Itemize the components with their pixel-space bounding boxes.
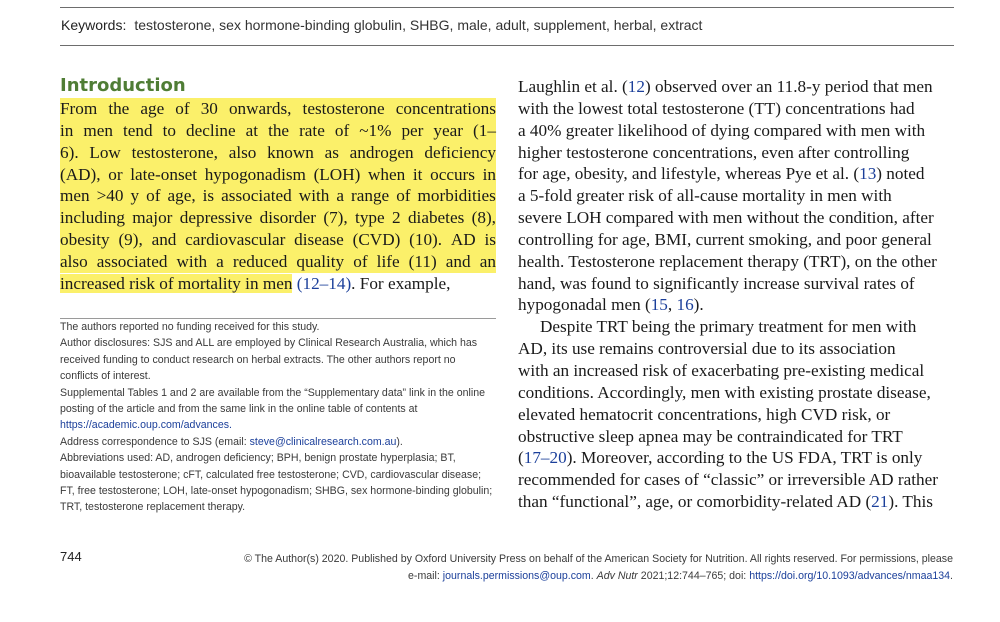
citation-link[interactable]: 13 (859, 164, 877, 184)
copyright-notice (244, 551, 953, 585)
text-line (60, 98, 496, 120)
word: an (479, 251, 496, 271)
citation-link[interactable]: 15 (650, 295, 668, 315)
text-line (60, 229, 496, 251)
word: of (396, 186, 411, 206)
word: (LOH) (313, 164, 361, 184)
text-line (60, 273, 496, 295)
line-text (518, 163, 925, 185)
word: testosterone, (131, 142, 218, 162)
text-span: Laughlin et al. ( (518, 77, 628, 96)
footnote-address-text: Address correspondence to SJS (email: (60, 435, 247, 448)
journal-name: Adv Nutr (596, 570, 638, 582)
word: tend (123, 120, 153, 140)
keywords-rule (60, 45, 954, 46)
word: men (83, 120, 113, 140)
text-line (60, 207, 496, 229)
supplemental-link[interactable]: https://academic.oup.com/advances. (60, 419, 232, 432)
word: or (108, 164, 123, 184)
word: associated (96, 251, 168, 271)
word: per (401, 120, 424, 140)
text-span: , (667, 295, 677, 315)
word: major (132, 208, 173, 228)
word: at (245, 120, 259, 140)
text-line: a 5-fold greater risk of all-cause mortality in men with (518, 186, 892, 206)
text-line: health. Testosterone replacement therapy (TRT), on the other (518, 251, 937, 271)
word: decline (186, 120, 236, 140)
word: ~1% (359, 120, 392, 140)
line-text (518, 491, 933, 513)
text-line: a 40% greater likelihood of dying compared with men with (518, 120, 926, 140)
word: testosterone (302, 99, 385, 118)
word: in (482, 164, 496, 184)
text-span: for age, obesity, and lifestyle, whereas Pye et al. ( (518, 164, 860, 184)
text-span: . For example, (351, 273, 451, 293)
footnotes (60, 318, 496, 516)
word: the (268, 120, 290, 140)
keywords-line (61, 17, 702, 33)
text-span: ) observed over an 11.8-y period that men (644, 77, 933, 96)
text-line: conditions. Accordingly, men with existing prostate disease, (518, 382, 931, 402)
text-line (518, 163, 954, 185)
permissions-email-link[interactable]: journals.permissions@oup.com (442, 570, 591, 582)
text-line (60, 142, 496, 164)
text-span: ). (693, 295, 704, 315)
text-line (518, 447, 954, 469)
word: deficiency (424, 142, 496, 162)
citation-info: 2021;12:744–765; doi: (640, 570, 747, 582)
word: (CVD) (352, 230, 401, 250)
word: as (324, 142, 339, 162)
word: disorder (259, 208, 316, 228)
text-line: with the lowest total testosterone (TT) concentrations had (518, 98, 915, 118)
keywords-text: testosterone, sex hormone-binding globulin, SHBG, male, adult, supplement, herbal, extract (134, 17, 703, 33)
text-line (60, 120, 496, 142)
right-column-text (518, 76, 954, 513)
footnote-supplemental (60, 385, 496, 434)
footnote-supplemental-text: Supplemental Tables 1 and 2 are available from the “Supplementary data” link in the online posting of the article and from the same link in the online table of contents at (60, 386, 485, 416)
word: cardiovascular (185, 230, 286, 250)
text-line: obstructive sleep apnea may be contraindicated for TRT (518, 426, 903, 446)
highlighted-text: increased risk of mortality in men (60, 273, 293, 293)
text-span: ) noted (876, 164, 925, 184)
text-line: elevated hematocrit concentrations, high CVD risk, or (518, 404, 891, 424)
word: (9), (118, 230, 143, 250)
word: reduced (232, 251, 288, 271)
word: age (140, 99, 165, 118)
word: late-onset (130, 164, 198, 184)
text-line: hand, was found to significantly increase survival rates of (518, 273, 915, 293)
citation-link[interactable]: 17–20 (523, 448, 567, 468)
word: onwards, (228, 99, 292, 118)
word: is (484, 230, 496, 250)
word: a (336, 186, 344, 206)
word: obesity (60, 230, 110, 250)
word: the (108, 99, 130, 118)
word: (11) (408, 251, 437, 271)
word: of (334, 120, 350, 140)
word: occurs (430, 164, 475, 184)
word: concentrations (395, 99, 496, 118)
line-text (60, 273, 450, 295)
page-number: 744 (60, 549, 82, 564)
copyright-line-2: e-mail: journals.permissions@oup.com. Adv Nutr 2021;12:744–765; doi: https://doi.org/10.1093/advances/nmaa134. (408, 570, 953, 582)
text-span: ( (518, 448, 524, 468)
text-line (518, 76, 954, 98)
citation-link[interactable]: 16 (676, 295, 694, 315)
footnote-funding: The authors reported no funding received for this study. (60, 321, 320, 333)
word: y (130, 186, 140, 206)
word: (1– (473, 120, 496, 140)
word: is (202, 186, 215, 206)
word: when (368, 164, 406, 184)
text-span: than “functional”, age, or comorbidity-related AD ( (518, 492, 872, 512)
text-span: hypogonadal men ( (518, 295, 651, 315)
word: >40 (96, 186, 124, 206)
doi-link[interactable]: https://doi.org/10.1093/advances/nmaa134 (749, 570, 951, 582)
text-line: recommended for cases of “classic” or irreversible AD rather (518, 470, 938, 490)
word: associated (221, 186, 292, 206)
citation-link[interactable]: 21 (871, 492, 889, 512)
text-line (60, 251, 496, 273)
footnote-address-end: ). (396, 435, 403, 448)
word: androgen (349, 142, 414, 162)
line-text (518, 76, 933, 98)
word: (AD), (60, 164, 101, 184)
footnote-disclosures: Author disclosures: SJS and ALL are employed by Clinical Research Australia, which has received funding to conduct research on herbal extracts. The other authors report no conflicts of interest. (60, 337, 478, 383)
word: Low (89, 142, 121, 162)
top-rule (60, 7, 954, 8)
word: and (151, 230, 177, 250)
keywords-label: Keywords: (61, 17, 127, 33)
word: and (445, 251, 471, 271)
text-line: AD, its use remains controversial due to its association (518, 339, 896, 359)
text-line: higher testosterone concentrations, even after controlling (518, 142, 910, 162)
word: disease (294, 230, 344, 250)
word: diabetes (407, 208, 465, 228)
line-text (518, 447, 922, 469)
word: of (175, 99, 190, 118)
text-line: Despite TRT being the primary treatment for men with (540, 317, 917, 337)
copyright-line-1: © The Author(s) 2020. Published by Oxford University Press on behalf of the American Society for Nutrition. All rights reserved. For permissions, please (244, 553, 953, 565)
word: range (351, 186, 390, 206)
word: a (216, 251, 224, 271)
word: depressive (179, 208, 253, 228)
footnote-address (60, 434, 496, 450)
word: (7), (323, 208, 348, 228)
footnote-abbreviations: Abbreviations used: AD, androgen deficiency; BPH, benign prostate hyperplasia; BT, bioavailable testosterone; cFT, calculated free testosterone; CVD, cardiovascular disease; FT, free testosterone; LOH, late-onset hypogonadism; SHBG, sex hormone-binding globulin; TRT, testosterone replacement therapy. (60, 452, 493, 514)
email-link[interactable]: steve@clinicalresearch.com.au (249, 435, 397, 448)
word: men (60, 186, 90, 206)
word: (10). (409, 230, 443, 250)
text-line (60, 185, 496, 207)
word: life (376, 251, 400, 271)
email-prefix: e-mail: (408, 570, 440, 582)
word: From (60, 99, 98, 118)
word: AD (450, 230, 476, 250)
word: it (412, 164, 423, 184)
word: morbidities (417, 186, 496, 206)
word: 30 (200, 99, 218, 118)
doi-end: . (950, 570, 953, 582)
text-span: ). This (888, 492, 933, 512)
word: quality (296, 251, 345, 271)
word: also (228, 142, 257, 162)
word: 6). (60, 142, 79, 162)
text-line: with an increased risk of exacerbating pre-existing medical (518, 360, 925, 380)
word: rate (299, 120, 325, 140)
left-column-text (60, 98, 496, 295)
word: year (433, 120, 463, 140)
citation-link[interactable]: (12–14) (296, 273, 352, 293)
word: type (355, 208, 385, 228)
word: in (60, 120, 74, 140)
word: hypogonadism (204, 164, 306, 184)
word: also (60, 251, 88, 271)
word: 2 (392, 208, 401, 228)
text-line: controlling for age, BMI, current smoking, and poor general (518, 229, 932, 249)
text-line (60, 164, 496, 186)
word: of (353, 251, 368, 271)
line-text (518, 294, 704, 316)
text-line (518, 294, 954, 316)
word: (8), (471, 208, 496, 228)
word: with (298, 186, 330, 206)
text-line: severe LOH compared with men without the condition, after (518, 208, 934, 228)
word: of (146, 186, 161, 206)
word: to (162, 120, 176, 140)
section-heading: Introduction (60, 75, 186, 96)
text-span: ). Moreover, according to the US FDA, TRT is only (566, 448, 923, 468)
word: age, (167, 186, 196, 206)
citation-link[interactable]: 12 (627, 77, 645, 96)
text-line (518, 491, 954, 513)
word: with (176, 251, 208, 271)
word: known (267, 142, 314, 162)
word: including (60, 208, 125, 228)
